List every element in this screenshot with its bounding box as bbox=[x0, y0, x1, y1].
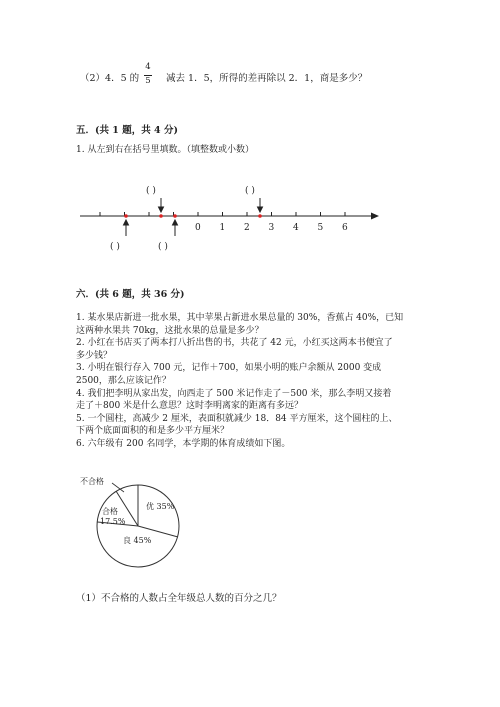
answer-bracket[interactable]: ( ) bbox=[110, 242, 120, 252]
point-marker bbox=[159, 214, 163, 218]
text-line: 2500，那么应该记作？ bbox=[76, 375, 171, 386]
text-line: 1. 某水果店新进一批水果，其中苹果占新进水果总量的 30%，香蕉占 40%，已知 bbox=[76, 313, 404, 323]
pie-label-fail: 不合格 bbox=[80, 477, 104, 486]
arrow-up-icon bbox=[173, 220, 178, 225]
tick-label: 1 bbox=[219, 223, 226, 233]
point-marker bbox=[124, 214, 128, 218]
number-line bbox=[80, 198, 379, 236]
text-line: 走了＋800 米是什么意思？这时李明离家的距离有多远？ bbox=[76, 401, 304, 412]
final-question: （1）不合格的人数占全年级总人数的百分之几？ bbox=[76, 593, 282, 604]
tick-label: 3 bbox=[268, 223, 275, 233]
point-marker bbox=[173, 214, 177, 218]
text-line: 3. 小明在银行存入 700 元，记作＋700，如果小明的账户余额从 2000 变成 bbox=[76, 363, 382, 374]
q2-prefix: （2）4．5 的 bbox=[80, 73, 140, 84]
tick-label: 0 bbox=[195, 223, 201, 233]
point-marker bbox=[258, 214, 262, 218]
section-5-question-1: 1. 从左到右在括号里填数。（填整数或小数） bbox=[76, 145, 254, 155]
text-line: 4. 我们把李明从家出发，向西走了 500 米记作走了－500 米，那么李明又接着 bbox=[76, 388, 392, 399]
text-line: 5. 一个圆柱，高减少 2 厘米，表面积就减少 18．84 平方厘米，这个圆柱的上、 bbox=[76, 413, 398, 424]
answer-bracket[interactable]: ( ) bbox=[158, 242, 168, 252]
tick-label: 5 bbox=[317, 223, 324, 233]
tick-label: 2 bbox=[244, 223, 250, 233]
arrow-up-icon bbox=[124, 220, 129, 225]
text-line: 这两种水果共 70kg，这批水果的总量是多少？ bbox=[76, 325, 264, 336]
arrow-down-icon bbox=[159, 207, 164, 212]
arrow-down-icon bbox=[258, 207, 263, 212]
text-line: 多少钱？ bbox=[76, 350, 113, 361]
pie-label-pass-pct: 17.5% bbox=[100, 517, 126, 526]
answer-bracket[interactable]: ( ) bbox=[245, 186, 255, 196]
pie-label-excellent: 优 35% bbox=[146, 502, 175, 511]
fraction-numerator: 4 bbox=[145, 62, 151, 72]
tick-label: 4 bbox=[293, 223, 299, 233]
section-6-title: 六．(共 6 题，共 36 分) bbox=[76, 289, 185, 300]
text-line: 6. 六年级有 200 名同学，本学期的体育成绩如下图。 bbox=[76, 438, 291, 449]
answer-bracket[interactable]: ( ) bbox=[146, 186, 156, 196]
fraction-denominator: 5 bbox=[145, 76, 151, 86]
section-5-title: 五．(共 1 题，共 4 分) bbox=[76, 125, 178, 136]
pie-label-good: 良 45% bbox=[123, 536, 152, 545]
q2-suffix: 减去 1．5，所得的差再除以 2．1，商是多少？ bbox=[166, 73, 368, 84]
text-line: 下两个底面面积的和是多少平方厘米？ bbox=[76, 426, 230, 437]
section-6-body bbox=[76, 312, 403, 451]
tick-label: 6 bbox=[342, 223, 348, 233]
text-line: 2. 小红在书店买了两本打八折出售的书，共花了 42 元，小红买这两本书便宜了 bbox=[76, 338, 393, 349]
arrowhead-icon bbox=[371, 213, 379, 220]
pie-label-pass: 合格 bbox=[102, 507, 118, 516]
